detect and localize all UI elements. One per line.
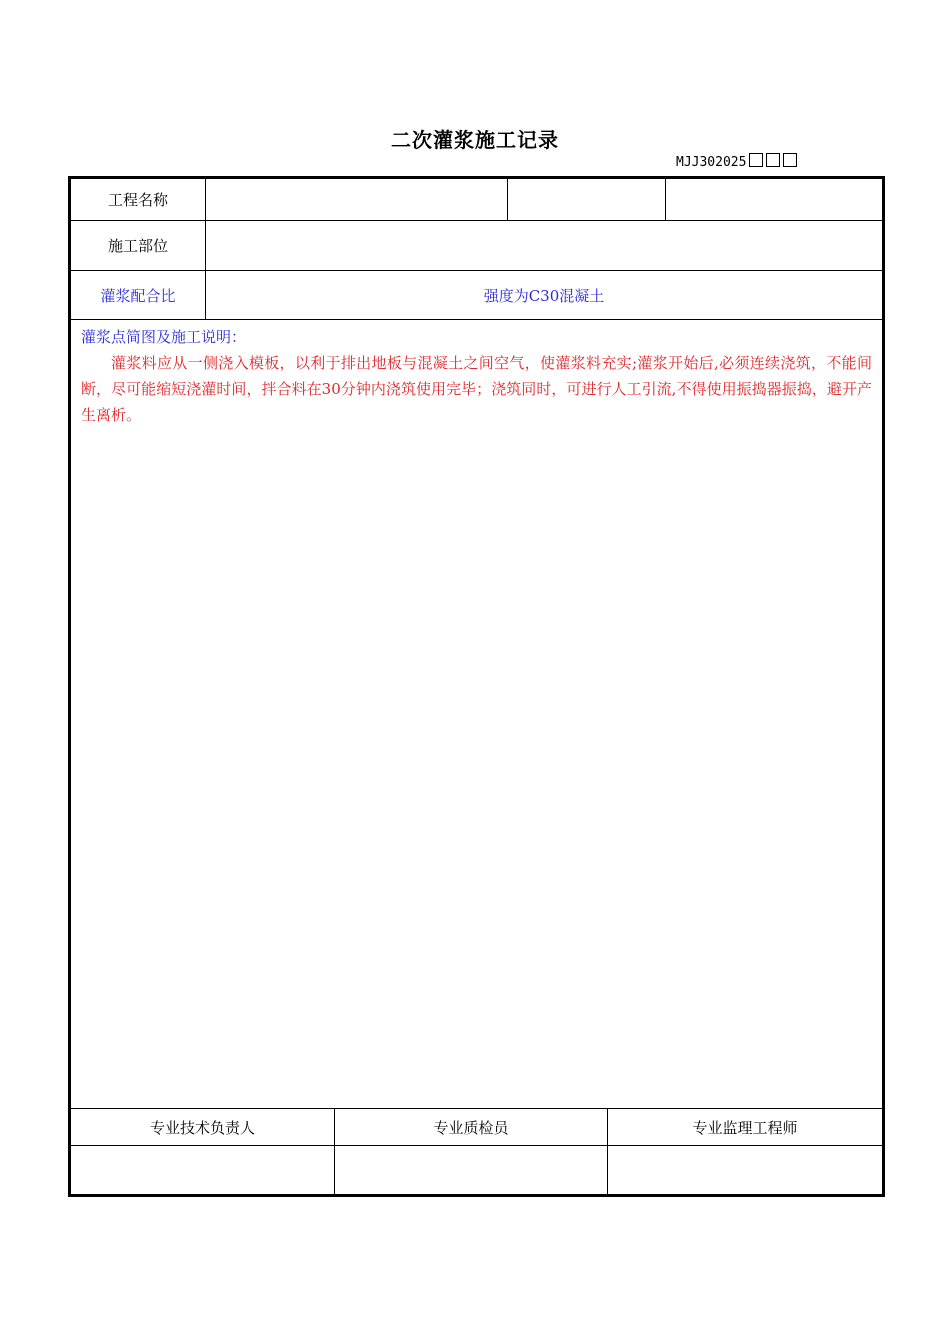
quality-inspector-signature-field[interactable] (335, 1146, 608, 1196)
tech-lead-signature-field[interactable] (70, 1146, 335, 1196)
project-extra-field-1[interactable] (508, 178, 666, 221)
row-signatures (70, 1146, 884, 1196)
supervisor-label: 专业监理工程师 (608, 1109, 884, 1146)
grout-mix-label: 灌浆配合比 (70, 271, 206, 320)
quality-inspector-label: 专业质检员 (335, 1109, 608, 1146)
project-name-field[interactable] (206, 178, 508, 221)
code-checkbox-2[interactable] (766, 153, 780, 167)
grout-mix-value[interactable]: 强度为C30混凝土 (206, 271, 884, 320)
sketch-label: 灌浆点简图及施工说明： (81, 328, 247, 346)
code-checkbox-1[interactable] (749, 153, 763, 167)
document-title: 二次灌浆施工记录 (391, 128, 559, 152)
code-checkbox-3[interactable] (783, 153, 797, 167)
row-grout-mix (70, 271, 884, 320)
row-construction-part (70, 221, 884, 271)
row-project-name (70, 178, 884, 221)
row-signature-headers (70, 1109, 884, 1146)
sketch-description-cell[interactable] (70, 320, 884, 1109)
construction-part-label: 施工部位 (70, 221, 206, 271)
row-sketch-description (70, 320, 884, 1109)
project-extra-field-2[interactable] (666, 178, 884, 221)
tech-lead-label: 专业技术负责人 (70, 1109, 335, 1146)
project-name-label: 工程名称 (70, 178, 206, 221)
construction-part-field[interactable] (206, 221, 884, 271)
sketch-text: 灌浆料应从一侧浇入模板，以利于排出地板与混凝土之间空气，使灌浆料充实;灌浆开始后,必须连续浇筑，不能间断，尽可能缩短浇灌时间，拌合料在30分钟内浇筑使用完毕；浇筑同时，可进行人工引流,不得使用振捣器振捣，避开产生离析。 (81, 354, 872, 424)
document-code (676, 153, 797, 170)
grouting-record-form (68, 176, 885, 1197)
supervisor-signature-field[interactable] (608, 1146, 884, 1196)
document-code-text: MJJ302025 (676, 155, 747, 170)
